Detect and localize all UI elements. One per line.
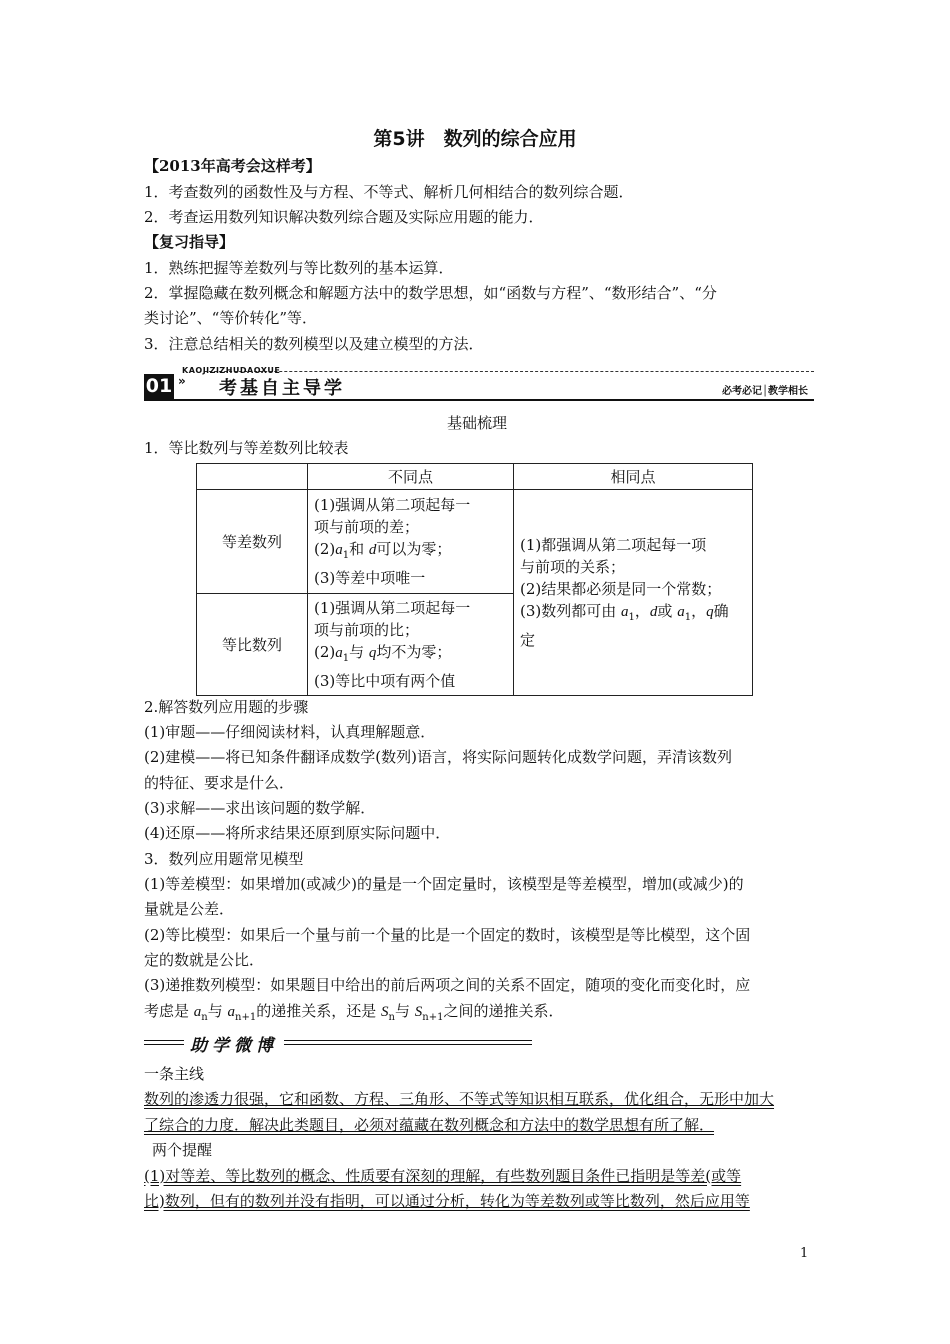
page-number: 1 — [800, 1246, 809, 1261]
cell-line: (3)数列都可由 $a_1$，d或 $a_1$，q确 — [520, 602, 729, 623]
row-name-geometric: 等比数列 — [197, 594, 308, 696]
step: (2)建模——将已知条件翻译成数学(数列)语言，将实际问题转化成数学问题，弄清该数列 — [144, 748, 732, 766]
review-point: 2．掌握隐藏在数列概念和解题方法中的数学思想，如“函数与方程”、“数形结合”、“分 — [144, 284, 717, 302]
cell-line: 项与前项的比； — [314, 621, 420, 639]
table-header-same: 相同点 — [514, 464, 753, 490]
review-point: 1．熟练把握等差数列与等比数列的基本运算． — [144, 259, 454, 277]
model-line: 量就是公差． — [144, 900, 235, 918]
steps-title: 2.解答数列应用题的步骤 — [144, 698, 309, 716]
cell-line: 定 — [520, 631, 536, 649]
model-line: (3)递推数列模型：如果题目中给出的前后两项之间的关系不固定，随项的变化而变化时，应 — [144, 976, 751, 994]
exam-point: 2．考查运用数列知识解决数列综合题及实际应用题的能力． — [144, 208, 544, 226]
cell-line: (3)等差中项唯一 — [314, 569, 426, 587]
main-line-text: 了综合的力度．解决此类题目，必须对蕴藏在数列概念和方法中的数学思想有所了解． — [144, 1116, 715, 1134]
divider-badge: 助学微博 — [184, 1031, 284, 1056]
cell-line: 项与前项的差； — [314, 518, 420, 536]
reminder-text: (1)对等差、等比数列的概念、性质要有深刻的理解，有些数列题目条件已指明是等差(或等 — [144, 1167, 742, 1185]
cell-line: 与前项的关系； — [520, 558, 626, 576]
model-line: (1)等差模型：如果增加(或减少)的量是一个固定量时，该模型是等差模型，增加(或减少)的 — [144, 875, 744, 893]
reminders-title: 两个提醒 — [152, 1141, 213, 1159]
section-banner — [144, 368, 814, 402]
cell-line: $(2)a_1$和 d可以为零； — [314, 540, 452, 561]
exam-point: 1．考查数列的函数性及与方程、不等式、解析几何相结合的数列综合题． — [144, 183, 634, 201]
row-name-arithmetic: 等差数列 — [197, 490, 308, 594]
banner-dash-line — [204, 371, 814, 372]
cell-line: $(2)a_1$与 q均不为零； — [314, 643, 452, 664]
diff-cell-geometric — [308, 594, 514, 696]
page-title: 第5讲 数列的综合应用 — [373, 128, 577, 150]
study-tips-divider — [144, 1030, 532, 1054]
table-caption: 1．等比数列与等差数列比较表 — [144, 439, 349, 457]
model-line-recurrence: 考虑是 $a_n$与 $a_{n+1}$的递推关系，还是 $S_n$与 $S_{n+1}$之间的递推关系． — [144, 1002, 564, 1023]
models-title: 3．数列应用题常见模型 — [144, 850, 304, 868]
main-line-text: 数列的渗透力很强，它和函数、方程、三角形、不等式等知识相互联系，优化组合，无形中加大 — [144, 1090, 775, 1108]
cell-line: (1)强调从第二项起每一 — [314, 599, 471, 617]
model-line: 定的数就是公比． — [144, 951, 265, 969]
review-header: 【复习指导】 — [144, 233, 235, 251]
review-point: 类讨论”、“等价转化”等． — [144, 309, 318, 327]
exam-header: 【2013年高考会这样考】 — [144, 157, 321, 175]
section-number: 01 — [145, 375, 173, 397]
review-point: 3．注意总结相关的数列模型以及建立模型的方法． — [144, 335, 484, 353]
subheading: 基础梳理 — [446, 414, 507, 432]
banner-pinyin: KAOJIZIZHUDAOXUE — [182, 366, 281, 375]
step: (3)求解——求出该问题的数学解． — [144, 799, 376, 817]
comparison-table — [196, 463, 753, 696]
cell-line: (1)都强调从第二项起每一项 — [520, 536, 707, 554]
step: 的特征、要求是什么． — [144, 774, 295, 792]
section-heading: 考基自主导学 — [219, 378, 345, 399]
banner-underline — [144, 399, 814, 401]
table-header-blank — [197, 464, 308, 490]
reminder-text: 比)数列，但有的数列并没有指明，可以通过分析，转化为等差数列或等比数列，然后应用等 — [144, 1192, 750, 1210]
table-header-diff: 不同点 — [308, 464, 514, 490]
model-line: (2)等比模型：如果后一个量与前一个量的比是一个固定的数时，该模型是等比模型，这个固 — [144, 926, 751, 944]
main-line-title: 一条主线 — [144, 1065, 205, 1083]
section-right-label: 必考必记│教学相长 — [721, 386, 808, 397]
chevron-right-icon: » — [178, 374, 186, 388]
diff-cell-arithmetic — [308, 490, 514, 594]
step: (1)审题——仔细阅读材料，认真理解题意． — [144, 723, 436, 741]
cell-line: (2)结果都必须是同一个常数； — [520, 580, 722, 598]
cell-line: (1)强调从第二项起每一 — [314, 496, 471, 514]
step: (4)还原——将所求结果还原到原实际问题中． — [144, 824, 451, 842]
same-cell — [514, 490, 753, 696]
cell-line: (3)等比中项有两个值 — [314, 672, 456, 690]
